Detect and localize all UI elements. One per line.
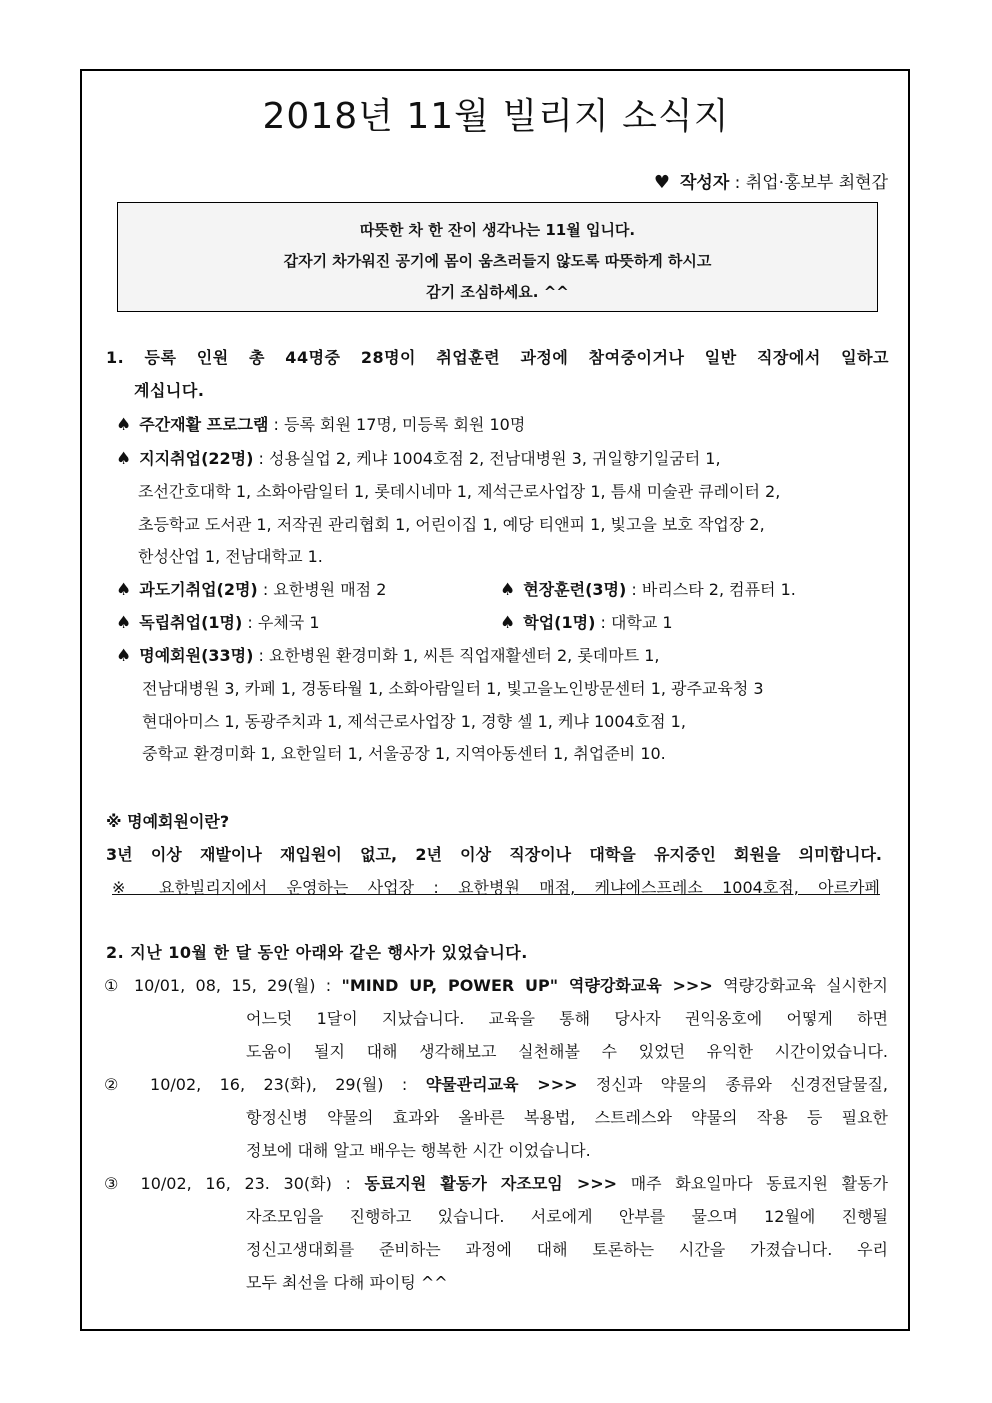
event-date: 10/01, 08, 15, 29(월) : — [133, 976, 342, 995]
field-training — [500, 579, 796, 601]
transitional-label: 과도기취업(2명) — [139, 580, 258, 599]
spade-icon: ♠ — [116, 613, 132, 633]
event-date: 10/02, 16, 23(화), 29(월) : — [150, 1075, 426, 1094]
supported-line: : 성용실업 2, 케냐 1004호점 2, 전남대병원 3, 귀일향기일굼터 1, — [253, 449, 721, 468]
study — [500, 612, 673, 634]
event-number: ① — [104, 976, 124, 995]
businesses-note: ※ 요한빌리지에서 운영하는 사업장 : 요한병원 매점, 케냐에스프레소 1004호점, 아르카페 — [112, 878, 880, 897]
event-title: 동료지원 활동가 자조모임 >>> — [364, 1174, 618, 1193]
section2-heading: 2. 지난 10월 한 달 동안 아래와 같은 행사가 있었습니다. — [106, 943, 528, 962]
transitional-value: : 요한병원 매점 2 — [257, 580, 387, 599]
event-title: "MIND UP, POWER UP" 역량강화교육 >>> — [341, 976, 713, 995]
study-label: 학업(1명) — [523, 613, 596, 632]
author-label: 작성자 — [680, 173, 730, 193]
weekly-value: : 등록 회원 17명, 미등록 회원 10명 — [268, 415, 526, 434]
author-value: : 취업·홍보부 최현갑 — [729, 173, 888, 193]
supported-employment — [116, 448, 721, 470]
weekly-program — [116, 414, 525, 436]
event-number: ② — [104, 1075, 132, 1094]
event-text: 정보에 대해 알고 배우는 행복한 시간 이었습니다. — [246, 1141, 591, 1160]
honorary-members — [116, 645, 660, 667]
spade-icon: ♠ — [116, 415, 132, 435]
event-item — [104, 975, 888, 997]
greeting-box — [117, 202, 878, 312]
spade-icon: ♠ — [500, 580, 516, 600]
transitional-employment — [116, 579, 386, 601]
author-line — [654, 168, 888, 193]
heart-icon: ♥ — [653, 172, 670, 193]
spade-icon: ♠ — [116, 449, 132, 469]
honorary-definition: 3년 이상 재발이나 재입원이 없고, 2년 이상 직장이나 대학을 유지중인 회원을 의미합니다. — [106, 845, 882, 864]
section1-heading-cont: 계십니다. — [134, 381, 205, 400]
greeting-line: 감기 조심하세요. ^^ — [426, 283, 569, 301]
supported-label: 지지취업(22명) — [139, 449, 254, 468]
event-title: 약물관리교육 >>> — [425, 1075, 578, 1094]
event-number: ③ — [104, 1174, 127, 1193]
event-text: 역량강화교육 실시한지 — [712, 976, 889, 995]
greeting-line: 따뜻한 차 한 잔이 생각나는 11월 입니다. — [359, 221, 636, 239]
supported-line: 조선간호대학 1, 소화아람일터 1, 롯데시네마 1, 제석근로사업장 1, 틈새 미술관 큐레이터 2, — [138, 482, 781, 501]
event-item — [104, 1173, 888, 1195]
event-item — [104, 1074, 888, 1096]
event-text: 어느덧 1달이 지났습니다. 교육을 통해 당사자 권익옹호에 어떻게 하면 — [246, 1009, 888, 1028]
page-title: 2018년 11월 빌리지 소식지 — [262, 96, 730, 137]
supported-line: 한성산업 1, 전남대학교 1. — [138, 547, 323, 566]
supported-line: 초등학교 도서관 1, 저작권 관리협회 1, 어린이집 1, 예당 티앤피 1, 빛고을 보호 작업장 2, — [138, 515, 765, 534]
event-text: 항정신병 약물의 효과와 올바른 복용법, 스트레스와 약물의 작용 등 필요한 — [246, 1108, 888, 1127]
honorary-line: 현대아미스 1, 동광주치과 1, 제석근로사업장 1, 경향 셀 1, 케냐 1004호점 1, — [142, 712, 686, 731]
event-text: 도움이 될지 대해 생각해보고 실천해볼 수 있었던 유익한 시간이었습니다. — [246, 1042, 888, 1061]
study-value: : 대학교 1 — [595, 613, 673, 632]
honorary-line: : 요한병원 환경미화 1, 씨튼 직업재활센터 2, 롯데마트 1, — [253, 646, 660, 665]
field-label: 현장훈련(3명) — [523, 580, 627, 599]
honorary-line: 중학교 환경미화 1, 요한일터 1, 서울공장 1, 지역아동센터 1, 취업준비 10. — [142, 744, 666, 763]
event-text: 정신과 약물의 종류와 신경전달물질, — [577, 1075, 888, 1094]
spade-icon: ♠ — [116, 646, 132, 666]
event-text: 모두 최선을 다해 파이팅 ^^ — [246, 1273, 448, 1292]
field-value: : 바리스타 2, 컴퓨터 1. — [626, 580, 796, 599]
event-date: 10/02, 16, 23. 30(화) : — [140, 1174, 365, 1193]
event-text: 정신고생대회를 준비하는 과정에 대해 토론하는 시간을 가졌습니다. 우리 — [246, 1240, 888, 1259]
greeting-line: 갑자기 차가워진 공기에 몸이 움츠러들지 않도록 따뜻하게 하시고 — [283, 252, 712, 270]
honorary-definition-heading: ※ 명예회원이란? — [106, 812, 230, 831]
honorary-line: 전남대병원 3, 카페 1, 경동타월 1, 소화아람일터 1, 빛고을노인방문센터 1, 광주교육청 3 — [142, 679, 764, 698]
spade-icon: ♠ — [500, 613, 516, 633]
independent-value: : 우체국 1 — [242, 613, 320, 632]
spade-icon: ♠ — [116, 580, 132, 600]
honorary-label: 명예회원(33명) — [139, 646, 254, 665]
event-text: 자조모임을 진행하고 있습니다. 서로에게 안부를 물으며 12월에 진행될 — [246, 1207, 888, 1226]
weekly-label: 주간재활 프로그램 — [139, 415, 269, 434]
independent-label: 독립취업(1명) — [139, 613, 243, 632]
section1-heading: 1. 등록 인원 총 44명중 28명이 취업훈련 과정에 참여중이거나 일반 직장에서 일하고 — [106, 348, 889, 367]
event-text: 매주 화요일마다 동료지원 활동가 — [617, 1174, 888, 1193]
independent-employment — [116, 612, 320, 634]
